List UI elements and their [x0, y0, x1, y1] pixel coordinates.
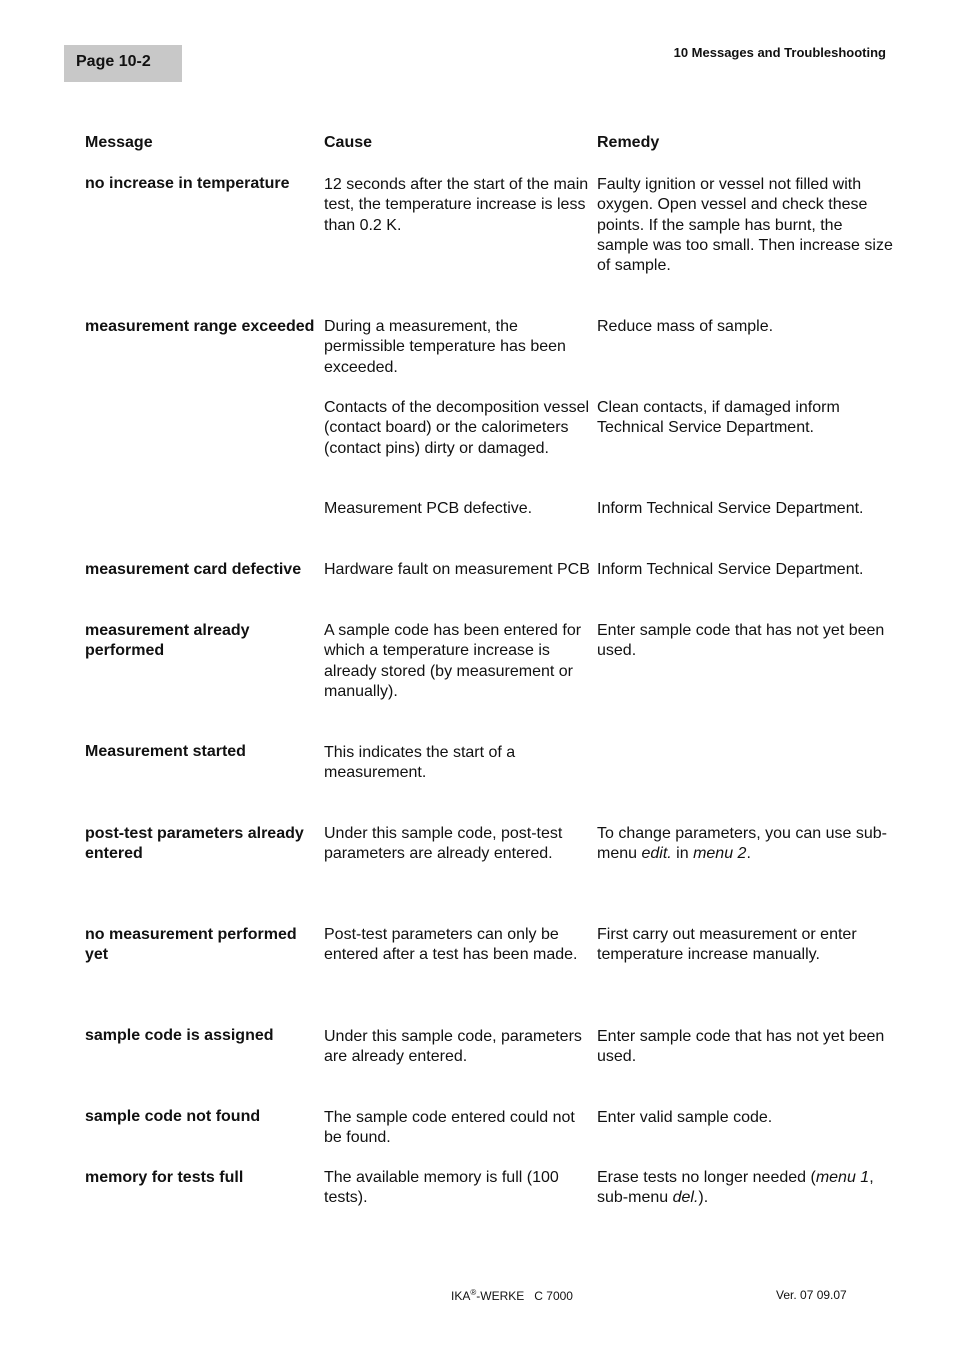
- remedy-cell: To change parameters, you can use sub-menu edit. in menu 2.: [597, 825, 887, 863]
- footer-version: Ver. 07 09.07: [776, 1288, 847, 1302]
- remedy-cell: Reduce mass of sample.: [597, 318, 774, 335]
- message-cell: Measurement started: [85, 743, 246, 760]
- remedy-cell: Faulty ignition or vessel not filled with oxygen. Open vessel and check these points. If the sample has burnt, the sample was too small. Then increase size of sample.: [597, 176, 893, 275]
- column-header-remedy: Remedy: [597, 134, 660, 151]
- message-cell: measurement card defective: [85, 561, 302, 578]
- cause-cell: Measurement PCB defective.: [324, 500, 533, 517]
- chapter-title: 10 Messages and Troubleshooting: [673, 45, 886, 60]
- remedy-cell: Inform Technical Service Department.: [597, 500, 864, 517]
- cause-cell: A sample code has been entered for which a temperature increase is already stored (by measurement or manually).: [324, 622, 582, 700]
- column-header-message: Message: [85, 134, 153, 151]
- column-header-cause: Cause: [324, 134, 373, 151]
- message-cell: measurement already performed: [85, 622, 250, 660]
- message-cell: sample code is assigned: [85, 1027, 274, 1044]
- cause-cell: The available memory is full (100 tests).: [324, 1169, 559, 1207]
- footer-brand-model: IKA®-WERKE C 7000: [451, 1288, 573, 1303]
- cause-cell: This indicates the start of a measurement.: [324, 744, 516, 782]
- message-cell: no measurement performed yet: [85, 926, 297, 964]
- cause-cell: Under this sample code, post-test parameters are already entered.: [324, 825, 563, 863]
- message-cell: post-test parameters already entered: [85, 825, 304, 863]
- message-cell: measurement range exceeded: [85, 318, 315, 335]
- remedy-cell: Enter sample code that has not yet been used.: [597, 622, 885, 660]
- cause-cell: The sample code entered could not be found.: [324, 1109, 575, 1147]
- remedy-cell: Enter valid sample code.: [597, 1109, 773, 1126]
- message-cell: memory for tests full: [85, 1169, 244, 1186]
- remedy-cell: Clean contacts, if damaged inform Technical Service Department.: [597, 399, 840, 437]
- remedy-cell: Enter sample code that has not yet been used.: [597, 1028, 885, 1066]
- message-cell: no increase in temperature: [85, 175, 290, 192]
- cause-cell: During a measurement, the permissible temperature has been exceeded.: [324, 318, 566, 376]
- remedy-cell: Inform Technical Service Department.: [597, 561, 864, 578]
- cause-cell: Hardware fault on measurement PCB: [324, 561, 590, 578]
- cause-cell: Contacts of the decomposition vessel (contact board) or the calorimeters (contact pins) dirty or damaged.: [324, 399, 590, 457]
- message-cell: sample code not found: [85, 1108, 261, 1125]
- cause-cell: 12 seconds after the start of the main test, the temperature increase is less than 0.2 K.: [324, 176, 589, 234]
- remedy-cell: First carry out measurement or enter temperature increase manually.: [597, 926, 857, 964]
- remedy-cell: Erase tests no longer needed (menu 1, sub-menu del.).: [597, 1169, 874, 1207]
- cause-cell: Under this sample code, parameters are already entered.: [324, 1028, 582, 1066]
- cause-cell: Post-test parameters can only be entered after a test has been made.: [324, 926, 578, 964]
- page-number-tab: Page 10-2: [64, 45, 182, 82]
